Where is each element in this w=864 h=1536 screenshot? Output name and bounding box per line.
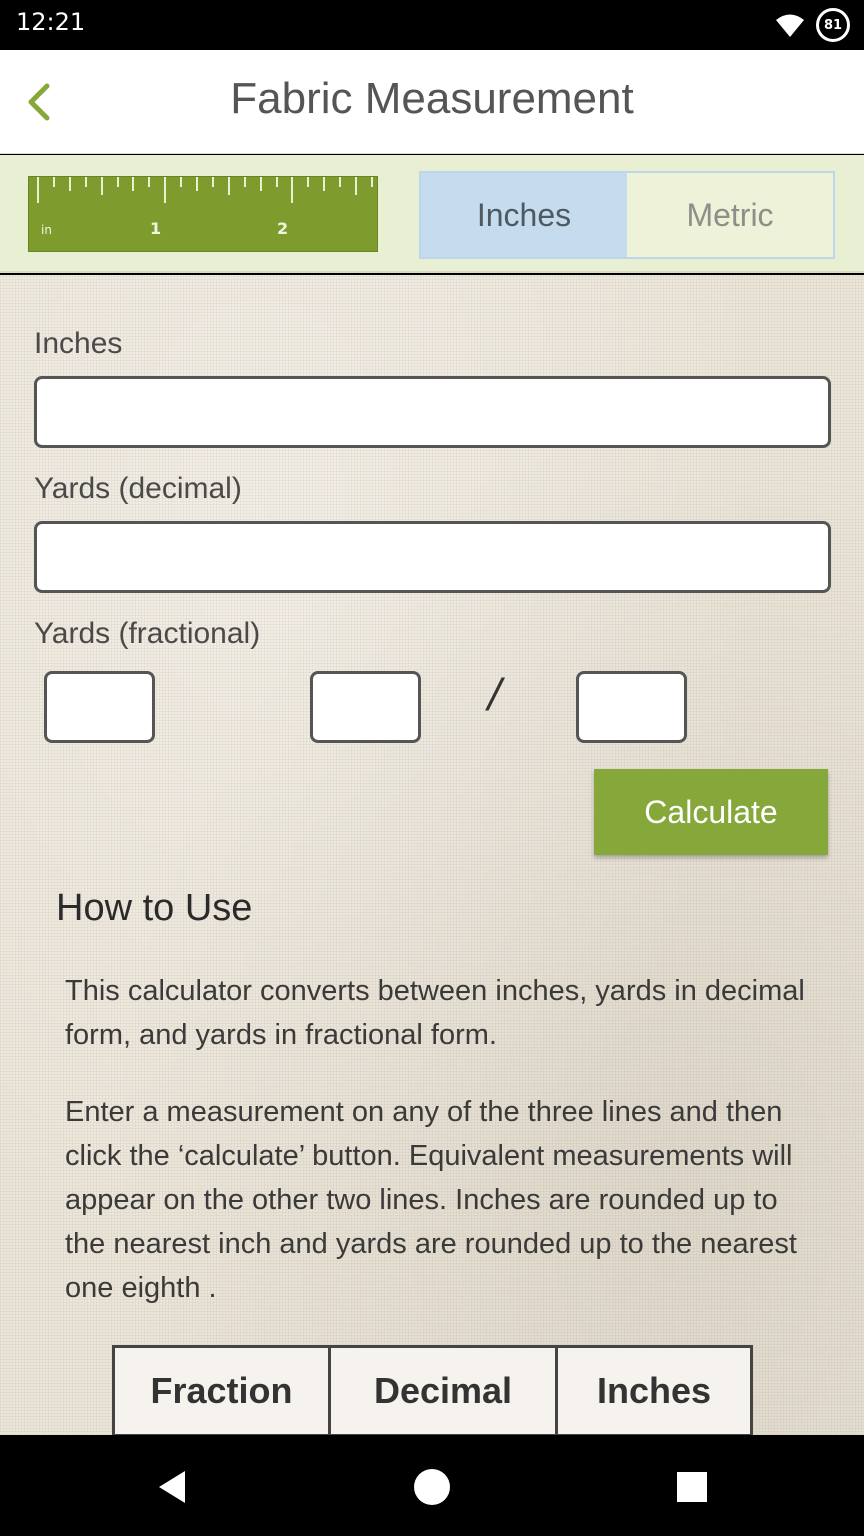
unit-toolbar <box>0 155 864 273</box>
how-to-use-paragraph: Enter a measurement on any of the three lines and then click the ‘calculate’ button. Equivalent measurements will appear on the other two lines. Inches are rounded up to the nearest inch and yards are rounded up to the nearest one eighth . <box>65 1096 797 1304</box>
table-header-decimal: Decimal <box>328 1345 558 1435</box>
inches-unit-button[interactable]: Inches <box>421 173 627 257</box>
ruler-tick <box>180 177 182 187</box>
ruler-unit-label: in <box>41 223 52 237</box>
yards-whole-input[interactable] <box>44 671 155 743</box>
ruler-tick <box>339 177 341 187</box>
ruler-tick <box>117 177 119 187</box>
page-title: Fabric Measurement <box>230 74 634 123</box>
nav-back-button[interactable] <box>148 1463 196 1511</box>
ruler-tick <box>212 177 214 187</box>
battery-icon <box>816 8 850 42</box>
calculator-content[interactable] <box>0 275 864 1435</box>
ruler-tick <box>323 177 325 191</box>
how-to-use-paragraph: This calculator converts between inches, yards in decimal form, and yards in fractional form. <box>65 975 805 1051</box>
back-triangle-icon <box>155 1469 189 1505</box>
metric-unit-button[interactable]: Metric <box>627 173 833 257</box>
ruler-tick <box>244 177 246 187</box>
app-bar <box>0 50 864 154</box>
ruler-tick <box>101 177 103 195</box>
ruler-number: 2 <box>277 219 289 238</box>
ruler-tick <box>196 177 198 191</box>
ruler-tick <box>132 177 134 191</box>
ruler-tick <box>371 177 373 187</box>
ruler-tick <box>276 177 278 187</box>
battery-level: 81 <box>823 17 843 33</box>
inches-label: Inches <box>34 327 123 360</box>
ruler-graphic <box>28 176 378 252</box>
ruler-tick <box>69 177 71 191</box>
ruler-number: 1 <box>150 219 162 238</box>
ruler-tick <box>148 177 150 187</box>
ruler-tick <box>164 177 166 203</box>
fraction-slash: / <box>488 671 502 717</box>
table-header-inches: Inches <box>555 1345 753 1435</box>
table-header-fraction: Fraction <box>112 1345 331 1435</box>
yards-denominator-input[interactable] <box>576 671 687 743</box>
ruler-tick <box>260 177 262 191</box>
ruler-tick <box>85 177 87 187</box>
nav-home-button[interactable] <box>408 1463 456 1511</box>
how-to-use-title: How to Use <box>56 887 253 929</box>
conversion-table-header <box>112 1345 753 1435</box>
yards-numerator-input[interactable] <box>310 671 421 743</box>
calculate-button[interactable]: Calculate <box>594 769 828 855</box>
status-time: 12:21 <box>16 8 86 36</box>
system-nav-bar <box>0 1435 864 1536</box>
yards-decimal-input[interactable] <box>34 521 831 593</box>
unit-toggle <box>419 171 835 259</box>
ruler-tick <box>53 177 55 187</box>
recents-square-icon <box>675 1470 709 1504</box>
nav-recents-button[interactable] <box>668 1463 716 1511</box>
home-circle-icon <box>412 1467 452 1507</box>
ruler-tick <box>228 177 230 195</box>
status-icons <box>774 8 850 42</box>
status-bar <box>0 0 864 50</box>
yards-fractional-label: Yards (fractional) <box>34 617 261 650</box>
ruler-tick <box>37 177 39 203</box>
ruler-tick <box>355 177 357 195</box>
ruler-tick <box>307 177 309 187</box>
ruler-tick <box>291 177 293 203</box>
yards-decimal-label: Yards (decimal) <box>34 472 242 505</box>
inches-input[interactable] <box>34 376 831 448</box>
wifi-icon <box>774 11 806 39</box>
